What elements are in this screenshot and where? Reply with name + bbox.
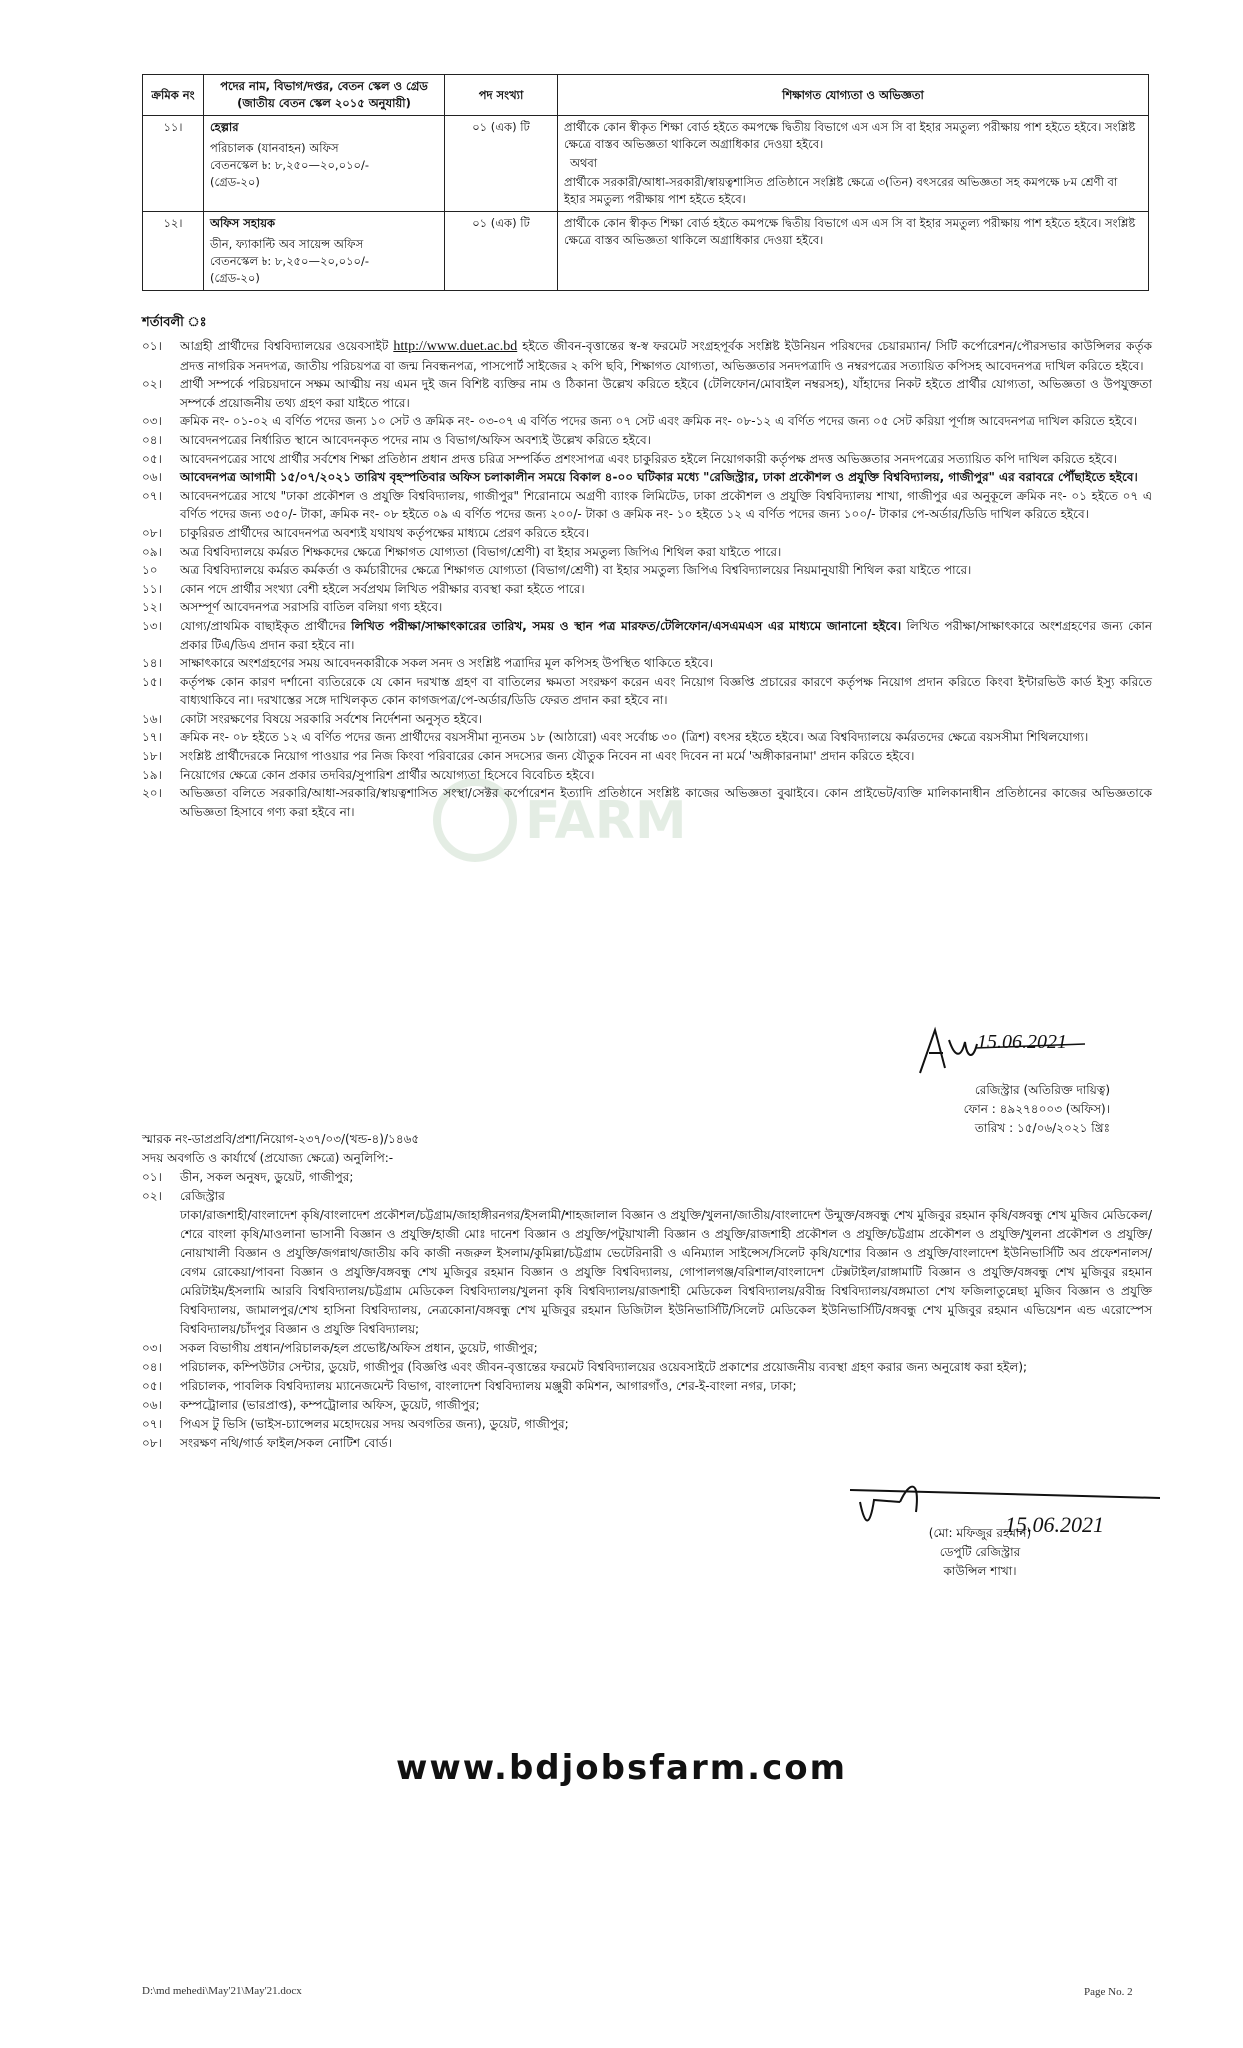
condition-text <box>180 412 1152 431</box>
header-count: পদ সংখ্যা <box>445 75 558 116</box>
condition-text-part: হইতে জীবন-বৃত্তান্তের স্ব-স্ব ফরমেট সংগ্রহপূর্বক সংশ্লিষ্ট ইউনিয়ন পরিষদের চেয়ারম্যান/ সিটি কর্পোরেশন/পৌরসভার কাউন্সিলর কর্তৃক প্রদত্ত নাগরিক সনদপত্র, জাতীয় পরিচয়পত্র বা জন্ম নিবন্ধনপত্র, পাসপোর্ট সাইজের ২ কপি ছবি, শিক্ষাগত যোগ্যতা, অভিজ্ঞতার সনদপত্রাদি ও নম্বরপত্রের সত্যায়িত কপিসহ আবেদনপত্র দাখিল করিতে হইবে। <box>180 339 1152 373</box>
copy-item <box>142 1434 1152 1453</box>
copy-list <box>142 1168 1152 1453</box>
condition-text <box>180 375 1152 412</box>
row-serial: ১২। <box>143 212 204 291</box>
footer-file-path: D:\md mehedi\May'21\May'21.docx <box>142 1985 302 1997</box>
condition-emphasis: লিখিত পরীক্ষা/সাক্ষাৎকারের তারিখ, সময় ও স্থান পত্র মারফত/টেলিফোন/এসএমএস এর মাধ্যমে জানানো হইবে। <box>351 618 902 633</box>
post-scale: বেতনস্কেল ৳: ৮,২৫০—২০,০১০/- <box>210 254 370 268</box>
condition-text <box>180 450 1152 469</box>
condition-text <box>180 543 1152 562</box>
condition-text <box>180 617 1152 654</box>
table-header-row <box>143 75 1149 116</box>
watermark-text: FARM <box>525 791 687 851</box>
condition-item <box>142 561 1152 580</box>
copy-recipient: পরিচালক, কম্পিউটার সেন্টার, ডুয়েট, গাজীপুর (বিজ্ঞপ্তি এবং জীবন-বৃত্তান্তের ফরমেট বিশ্ববিদ্যালয়ের ওয়েবসাইটে প্রকাশের প্রয়োজনীয় ব্যবস্থা গ্রহণ করার জন্য অনুরোধ করা হইল); <box>180 1360 1028 1374</box>
copy-item <box>142 1377 1152 1396</box>
deputy-section: কাউন্সিল শাখা। <box>943 1564 1017 1578</box>
copy-number: ০১। <box>142 1170 162 1184</box>
condition-text-part: ক্রমিক নং- ০১-০২ এ বর্ণিত পদের জন্য ১০ সেট ও ক্রমিক নং- ০৩-০৭ এ বর্ণিত পদের জন্য ০৭ সেট এবং ক্রমিক নং- ০৮-১২ এ বর্ণিত পদের জন্য ০৫ সেট করিয়া পূর্ণাঙ্গ আবেদনপত্র দাখিল করিতে হইবে। <box>180 414 1138 429</box>
deputy-signature-date: 15.06.2021 <box>1005 1512 1104 1537</box>
row-count: ০১ (এক) টি <box>445 116 558 212</box>
copy-number: ০৪। <box>142 1360 162 1374</box>
registrar-title: রেজিস্ট্রার (অতিরিক্ত দায়িত্ব) <box>974 1083 1110 1097</box>
copy-recipient: পরিচালক, পাবলিক বিশ্ববিদ্যালয় ম্যানেজমেন্ট বিভাগ, বাংলাদেশ বিশ্ববিদ্যালয় মঞ্জুরী কমিশন, আগারগাঁও, শের-ই-বাংলা নগর, ঢাকা; <box>180 1379 797 1393</box>
condition-item <box>142 784 1152 821</box>
condition-text <box>180 561 1152 580</box>
row-count: ০১ (এক) টি <box>445 212 558 291</box>
condition-text <box>180 468 1152 487</box>
copy-item <box>142 1415 1152 1434</box>
condition-text <box>180 673 1152 710</box>
condition-item <box>142 728 1152 747</box>
condition-text <box>180 580 1152 599</box>
footer-page-number: Page No. 2 <box>1084 1986 1133 1998</box>
condition-item <box>142 747 1152 766</box>
row-qualification <box>558 116 1149 212</box>
post-scale: বেতনস্কেল ৳: ৮,২৫০—২০,০১০/- <box>210 158 370 172</box>
condition-number: ১৫। <box>142 674 162 689</box>
copy-item <box>142 1168 1152 1187</box>
condition-item <box>142 617 1152 654</box>
memo-intro: সদয় অবগতি ও কার্যার্থে (প্রযোজ্য ক্ষেত্রে) অনুলিপি:- <box>142 1151 394 1165</box>
condition-item <box>142 375 1152 412</box>
condition-item <box>142 524 1152 543</box>
condition-item <box>142 654 1152 673</box>
conditions-title: শর্তাবলী ঃ <box>142 315 207 330</box>
condition-text-part: নিয়োগের ক্ষেত্রে কোন প্রকার তদবির/সুপারিশ প্রার্থীর অযোগ্যতা হিসেবে বিবেচিত হইবে। <box>180 767 595 782</box>
condition-number: ১৯। <box>142 767 162 782</box>
copy-recipient: সংরক্ষণ নথি/গার্ড ফাইল/সকল নোটিশ বোর্ড। <box>180 1436 392 1450</box>
condition-text <box>180 728 1152 747</box>
condition-item <box>142 766 1152 785</box>
post-title: হেল্পার <box>210 120 239 134</box>
row-post <box>204 212 445 291</box>
condition-number: ১৭। <box>142 730 162 745</box>
copy-number <box>142 1206 180 1339</box>
memo-section <box>142 1130 1152 1453</box>
condition-number: ১২। <box>142 600 162 615</box>
condition-text-part: প্রার্থী সম্পর্কে পরিচয়দানে সক্ষম আত্মীয় নয় এমন দুই জন বিশিষ্ট ব্যক্তির নাম ও ঠিকানা উল্লেখ করিতে হইবে (টেলিফোন/মোবাইল নম্বরসহ), যাঁহাদের নিকট হইতে প্রার্থীর যোগ্যতা, অভিজ্ঞতা ও উপযুক্ততা সম্পর্কে প্রয়োজনীয় তথ্য গ্রহণ করা যাইতে পারে। <box>180 377 1152 410</box>
condition-text <box>180 784 1152 821</box>
copy-item <box>142 1396 1152 1415</box>
condition-text-part: আবেদনপত্রের সাথে "ঢাকা প্রকৌশল ও প্রযুক্তি বিশ্ববিদ্যালয়, গাজীপুর" শিরোনামে অগ্রণী ব্যাংক লিমিটেড, ঢাকা প্রকৌশল ও প্রযুক্তি বিশ্ববিদ্যালয় শাখা, গাজীপুর এর অনুকূলে ক্রমিক নং- ০১ হইতে ০৭ এ বর্ণিত পদের জন্য ৩৫০/- টাকা, ক্রমিক নং- ০৮ হইতে ০৯ এ বর্ণিত পদের জন্য ২০০/- টাকা ও ক্রমিক নং- ১০ হইতে ১২ এ বর্ণিত পদের জন্য ১০০/- টাকার পে-অর্ডার/ডিডি দাখিল করিতে হইবে। <box>180 488 1152 522</box>
qualification-or: অথবা <box>570 156 598 170</box>
qualification-text-alt: প্রার্থীকে সরকারী/আধা-সরকারী/স্বায়ত্বশাসিত প্রতিষ্ঠানে সংশ্লিষ্ট ক্ষেত্রে ৩(তিন) বৎসরের অভিজ্ঞতা সহ কমপক্ষে ৮ম শ্রেণী বা ইহার সমতুল্য পরীক্ষায় পাশ হইতে হইবে। <box>564 175 1118 206</box>
condition-item <box>142 468 1152 487</box>
condition-text <box>180 487 1152 524</box>
memo-ref: স্মারক নং-ডাপ্রপ্রবি/প্রশা/নিয়োগ-২৩৭/০৩/(খন্ড-৪)/১৪৬৫ <box>142 1132 420 1146</box>
copy-recipient: কম্পট্রোলার (ভারপ্রাপ্ত), কম্পট্রোলার অফিস, ডুয়েট, গাজীপুর; <box>180 1398 480 1412</box>
copy-recipient: রেজিস্ট্রার <box>180 1189 225 1203</box>
condition-text-part: কোন পদে প্রার্থীর সংখ্যা বেশী হইলে সর্বপ্রথম লিখিত পরীক্ষার ব্যবস্থা করা হইতে পারে। <box>180 581 585 596</box>
copy-recipient: ডীন, সকল অনুষদ, ডুয়েট, গাজীপুর; <box>180 1170 354 1184</box>
copy-number: ০৮। <box>142 1436 162 1450</box>
condition-number: ০৬। <box>142 470 162 485</box>
condition-item <box>142 580 1152 599</box>
condition-item <box>142 450 1152 469</box>
condition-number: ০১। <box>142 339 162 353</box>
condition-item <box>142 673 1152 710</box>
condition-emphasis: আবেদনপত্র আগামী ১৫/০৭/২০২১ তারিখ বৃহস্পতিবার অফিস চলাকালীন সময়ে বিকাল ৪-০০ ঘটিকার মধ্যে "রেজিস্ট্রার, ঢাকা প্রকৌশল ও প্রযুক্তি বিশ্ববিদ্যালয়, গাজীপুর" এর বরাবরে পৌঁছাইতে হইবে। <box>180 470 1138 485</box>
condition-number: ০৯। <box>142 544 162 559</box>
copy-item <box>142 1206 1152 1339</box>
row-qualification <box>558 212 1149 291</box>
copy-number: ০৭। <box>142 1417 162 1431</box>
condition-item <box>142 412 1152 431</box>
post-grade: (গ্রেড-২০) <box>210 175 260 189</box>
website-link[interactable]: www.bdjobsfarm.com <box>395 1748 848 1788</box>
website-url-link[interactable]: http://www.duet.ac.bd <box>393 339 518 354</box>
condition-text-part: অত্র বিশ্ববিদ্যালয়ে কর্মরত কর্মকর্তা ও কর্মচারীদের ক্ষেত্রে শিক্ষাগত যোগ্যতা (বিভাগ/শ্রেণী) বা ইহার সমতুল্য জিপিএ বিশ্ববিদ্যালয়ের নিয়মানুযায়ী শিথিল করা যাইতে পারে। <box>180 563 972 578</box>
condition-text-part: অভিজ্ঞতা বলিতে সরকারি/আধা-সরকারি/স্বায়ত্বশাসিত সংস্থা/সেক্টর কর্পোরেশন ইত্যাদি প্রতিষ্ঠানে সংশ্লিষ্ট কাজের অভিজ্ঞতা বুঝাইবে। কোন প্রাইভেট/ব্যক্তি মালিকানাধীন প্রতিষ্ঠানের কাজের অভিজ্ঞতাকে অভিজ্ঞতা হিসাবে গণ্য করা হইবে না। <box>180 786 1152 819</box>
condition-text <box>180 654 1152 673</box>
condition-item <box>142 487 1152 524</box>
copy-item <box>142 1187 1152 1206</box>
post-dept: পরিচালক (যানবাহন) অফিস <box>210 141 339 155</box>
registrar-phone: ফোন : ৪৯২৭৪০০৩ (অফিস)। <box>963 1102 1110 1116</box>
condition-item <box>142 431 1152 450</box>
header-qualification: শিক্ষাগত যোগ্যতা ও অভিজ্ঞতা <box>558 75 1149 116</box>
condition-text <box>180 598 1152 617</box>
condition-number: ১০ <box>142 563 158 578</box>
condition-text-part: আবেদনপত্রের সাথে প্রার্থীর সর্বশেষ শিক্ষা প্রতিষ্ঠান প্রধান প্রদত্ত চরিত্র সম্পর্কিত প্রশংসাপত্র এবং চাকুরিরত হইলে নিয়োগকারী কর্তৃপক্ষ প্রদত্ত অভিজ্ঞতার সনদপত্রের সত্যায়িত কপি দাখিল করিতে হইবে। <box>180 451 1118 466</box>
condition-text <box>180 766 1152 785</box>
registrar-signature <box>915 1018 1095 1088</box>
copy-recipient: পিএস টু ভিসি (ভাইস-চ্যান্সেলর মহোদয়ের সদয় অবগতির জন্য), ডুয়েট, গাজীপুর; <box>180 1417 569 1431</box>
condition-text <box>180 710 1152 729</box>
condition-text-part: আগ্রহী প্রার্থীদের বিশ্ববিদ্যালয়ের ওয়েবসাইট <box>180 339 389 353</box>
registrar-date: তারিখ : ১৫/০৬/২০২১ খ্রিঃ <box>974 1121 1110 1135</box>
table-row <box>143 116 1149 212</box>
qualification-text: প্রার্থীকে কোন স্বীকৃত শিক্ষা বোর্ড হইতে কমপক্ষে দ্বিতীয় বিভাগে এস এস সি বা ইহার সমতুল্য পরীক্ষায় পাশ হইতে হইবে। সংশ্লিষ্ট ক্ষেত্রে বাস্তব অভিজ্ঞতা থাকিলে অগ্রাধিকার দেওয়া হইবে। <box>564 216 1136 247</box>
copy-item <box>142 1339 1152 1358</box>
condition-text-part: কোটা সংরক্ষণের বিষয়ে সরকারি সর্বশেষ নির্দেশনা অনুসৃত হইবে। <box>180 711 483 726</box>
condition-item <box>142 598 1152 617</box>
condition-text-part: অসম্পূর্ণ আবেদনপত্র সরাসরি বাতিল বলিয়া গণ্য হইবে। <box>180 600 443 615</box>
copy-recipient: সকল বিভাগীয় প্রধান/পরিচালক/হল প্রভোষ্ট/অফিস প্রধান, ডুয়েট, গাজীপুর; <box>180 1341 538 1355</box>
copy-number: ০৩। <box>142 1341 162 1355</box>
row-serial: ১১। <box>143 116 204 212</box>
condition-text <box>180 431 1152 450</box>
registrar-signature-date: 15.06.2021 <box>977 1031 1067 1053</box>
condition-number: ০৮। <box>142 525 162 540</box>
deputy-registrar-block <box>880 1524 1080 1581</box>
copy-recipient: ঢাকা/রাজশাহী/বাংলাদেশ কৃষি/বাংলাদেশ প্রকৌশল/চট্টগ্রাম/জাহাঙ্গীরনগর/ইসলামী/শাহজালাল বিজ্ঞান ও প্রযুক্তি/খুলনা/জাতীয়/বাংলাদেশ উন্মুক্ত/বঙ্গবন্ধু শেখ মুজিবুর রহমান কৃষি/বঙ্গবন্ধু শেখ মুজিব মেডিকেল/শেরে বাংলা কৃষি/মাওলানা ভাসানী বিজ্ঞান ও প্রযুক্তি/হাজী মোঃ দানেশ বিজ্ঞান ও প্রযুক্তি/পটুয়াখালী বিজ্ঞান ও প্রযুক্তি/রাজশাহী প্রকৌশল ও প্রযুক্তি/চট্টগ্রাম প্রকৌশল ও প্রযুক্তি/খুলনা প্রকৌশল ও প্রযুক্তি/নোয়াখালী বিজ্ঞান ও প্রযুক্তি/জগন্নাথ/জাতীয় কবি কাজী নজরুল ইসলাম/কুমিল্লা/চট্টগ্রাম ভেটেরিনারী ও এনিম্যাল সাইন্সেস/সিলেট কৃষি/যশোর বিজ্ঞান ও প্রযুক্তি/বাংলাদেশ ইউনিভার্সিটি অব প্রফেশনালস/বেগম রোকেয়া/পাবনা বিজ্ঞান ও প্রযুক্তি/বঙ্গবন্ধু শেখ মুজিবুর রহমান বিজ্ঞান ও প্রযুক্তি বিশ্ববিদ্যালয়, গোপালগঞ্জ/বরিশাল/বাংলাদেশ টেক্সটাইল/রাঙ্গামাটি বিজ্ঞান ও প্রযুক্তি/বঙ্গবন্ধু শেখ মুজিবুর রহমান মেরিটাইম/ইসলামি আরবি বিশ্ববিদ্যালয়/চট্টগ্রাম মেডিকেল বিশ্ববিদ্যালয়/খুলনা কৃষি বিশ্ববিদ্যালয়/রাজশাহী মেডিকেল বিশ্ববিদ্যালয়/রবীন্দ্র বিশ্ববিদ্যালয়/বঙ্গমাতা শেখ ফজিলাতুন্নেছা মুজিব বিজ্ঞান ও প্রযুক্তি বিশ্ববিদ্যালয়, জামালপুর/শেখ হাসিনা বিশ্ববিদ্যালয়, নেত্রকোনা/বঙ্গবন্ধু শেখ মুজিবুর রহমান ডিজিটাল ইউনিভার্সিটি/সিলেট মেডিকেল ইউনিভার্সিটি/বঙ্গবন্ধু শেখ মুজিবুর রহমান এভিয়েশন এন্ড এরোস্পেস বিশ্ববিদ্যালয়/চাঁদপুর বিজ্ঞান ও প্রযুক্তি বিশ্ববিদ্যালয়; <box>180 1208 1152 1336</box>
conditions-list <box>142 337 1152 821</box>
copy-item <box>142 1358 1152 1377</box>
condition-item <box>142 337 1152 375</box>
condition-text-part: অত্র বিশ্ববিদ্যালয়ে কর্মরত শিক্ষকদের ক্ষেত্রে শিক্ষাগত যোগ্যতা (বিভাগ/শ্রেণী) বা ইহার সমতুল্য জিপিএ শিথিল করা যাইতে পারে। <box>180 544 782 559</box>
condition-item <box>142 710 1152 729</box>
deputy-title: ডেপুটি রেজিস্ট্রার <box>939 1545 1021 1559</box>
condition-text-part: আবেদনপত্রের নির্ধারিত স্থানে আবেদনকৃত পদের নাম ও বিভাগ/অফিস অবশ্যই উল্লেখ করিতে হইবে। <box>180 432 651 447</box>
condition-text <box>180 337 1152 375</box>
condition-number: ০৪। <box>142 432 162 447</box>
deputy-name: (মো: মফিজুর রহমান) <box>928 1526 1032 1540</box>
condition-number: ০৫। <box>142 451 162 466</box>
table-row <box>143 212 1149 291</box>
copy-number: ০২। <box>142 1189 162 1203</box>
condition-text-part: চাকুরিরত প্রার্থীদের আবেদনপত্র অবশ্যই যথাযথ কর্তৃপক্ষের মাধ্যমে প্রেরণ করিতে হইবে। <box>180 525 590 540</box>
condition-number: ২০। <box>142 786 162 801</box>
condition-text-part: ক্রমিক নং- ০৮ হইতে ১২ এ বর্ণিত পদের জন্য প্রার্থীদের বয়সসীমা ন্যূনতম ১৮ (আঠারো) এবং সর্বোচ্চ ৩০ (ত্রিশ) বৎসর হইতে হইবে। অত্র বিশ্ববিদ্যালয়ে কর্মরতদের ক্ষেত্রে বয়সসীমা শিথিলযোগ্য। <box>180 730 1089 745</box>
condition-number: ০২। <box>142 377 162 392</box>
condition-number: ১১। <box>142 581 162 596</box>
post-title: অফিস সহায়ক <box>210 216 276 230</box>
copy-number: ০৫। <box>142 1379 162 1393</box>
post-dept: ডীন, ফ্যাকাল্টি অব সায়েন্স অফিস <box>210 237 364 251</box>
condition-text-part: লিখিত পরীক্ষা/সাক্ষাৎকারে অংশগ্রহণের জন্য কোন প্রকার টিএ/ডিএ প্রদান করা হইবে না। <box>180 618 1152 652</box>
condition-number: ০৩। <box>142 414 162 429</box>
header-post: পদের নাম, বিভাগ/দপ্তর, বেতন স্কেল ও গ্রেড (জাতীয় বেতন স্কেল ২০১৫ অনুযায়ী) <box>204 75 445 116</box>
condition-text-part: যোগ্য/প্রাথমিক বাছাইকৃত প্রার্থীদের <box>180 618 346 633</box>
condition-number: ০৭। <box>142 488 162 503</box>
condition-text <box>180 747 1152 766</box>
condition-number: ১৮। <box>142 749 162 764</box>
condition-text <box>180 524 1152 543</box>
condition-number: ১৩। <box>142 618 162 633</box>
condition-text-part: সাক্ষাৎকারে অংশগ্রহণের সময় আবেদনকারীকে সকল সনদ ও সংশ্লিষ্ট পত্রাদির মূল কপিসহ উপস্থিত থাকিতে হইবে। <box>180 656 714 671</box>
qualification-text: প্রার্থীকে কোন স্বীকৃত শিক্ষা বোর্ড হইতে কমপক্ষে দ্বিতীয় বিভাগে এস এস সি বা ইহার সমতুল্য পরীক্ষায় পাশ হইতে হইবে। সংশ্লিষ্ট ক্ষেত্রে বাস্তব অভিজ্ঞতা থাকিলে অগ্রাধিকার দেওয়া হইবে। <box>564 120 1136 151</box>
posts-table <box>142 74 1149 291</box>
copy-number: ০৬। <box>142 1398 162 1412</box>
condition-item <box>142 543 1152 562</box>
row-post <box>204 116 445 212</box>
post-grade: (গ্রেড-২০) <box>210 271 260 285</box>
condition-number: ১৪। <box>142 656 162 671</box>
condition-text-part: কর্তৃপক্ষ কোন কারণ দর্শানো ব্যতিরেকে যে কোন দরখাস্ত গ্রহণ বা বাতিলের ক্ষমতা সংরক্ষণ করেন এবং নিয়োগ বিজ্ঞপ্তি প্রচারের কারণে কর্তৃপক্ষ নিয়োগ প্রদান করিতে কিংবা ইন্টারভিউ কার্ড ইস্যু করিতে বাধ্যথাকিবে না। দরখাস্তের সঙ্গে দাখিলকৃত কোন কাগজপত্র/পে-অর্ডার/ডিডি ফেরত প্রদান করা হইবে না। <box>180 674 1152 708</box>
header-serial: ক্রমিক নং <box>143 75 204 116</box>
condition-number: ১৬। <box>142 711 162 726</box>
condition-text-part: সংশ্লিষ্ট প্রার্থীদেরকে নিয়োগ পাওয়ার পর নিজ কিংবা পরিবারের কোন সদস্যের জন্য যৌতুক নিবেন না এবং দিবেন না মর্মে 'অঙ্গীকারনামা' প্রদান করিতে হইবে। <box>180 749 915 764</box>
